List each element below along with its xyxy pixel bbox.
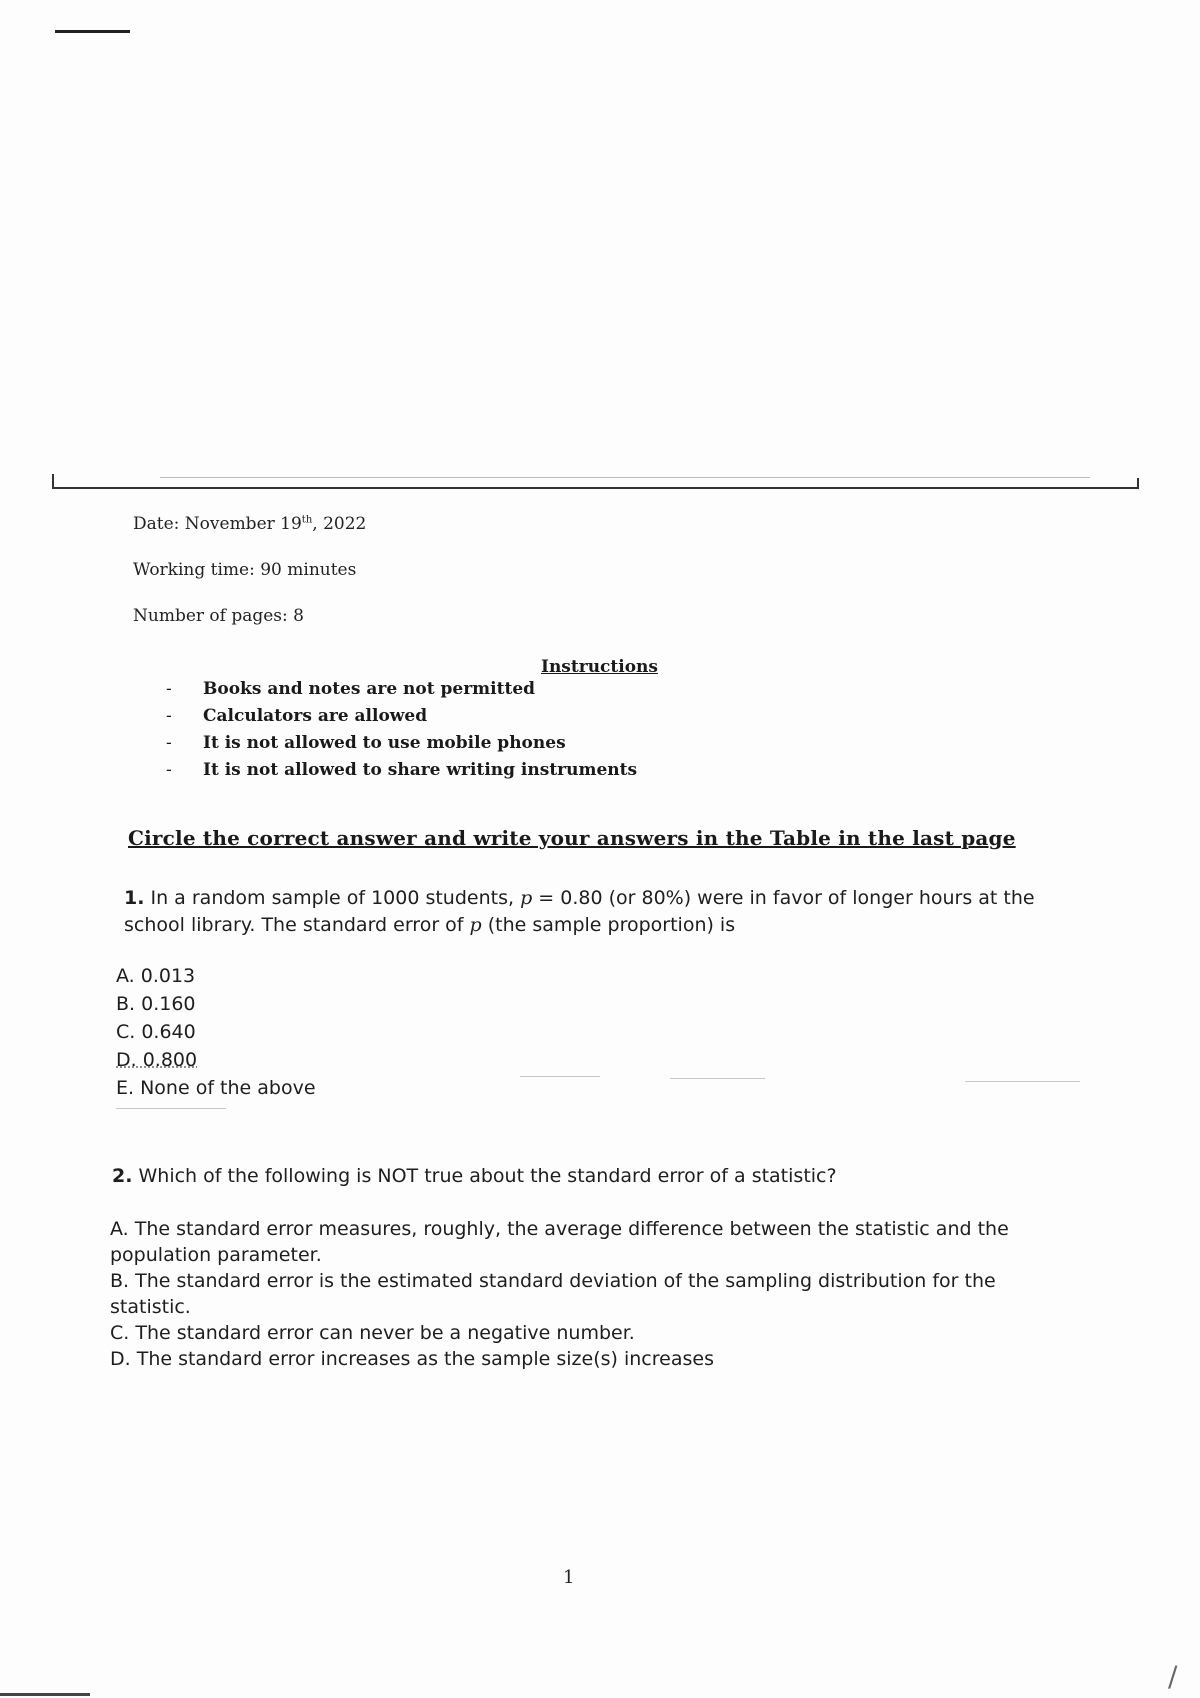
instructions-title: Instructions bbox=[541, 657, 658, 677]
scan-mark-bottom bbox=[0, 1693, 90, 1696]
instruction-item: - Books and notes are not permitted bbox=[160, 676, 637, 703]
faint-mark bbox=[965, 1081, 1080, 1082]
header-rule-right-tick bbox=[1137, 478, 1139, 489]
number-of-pages: Number of pages: 8 bbox=[133, 606, 304, 626]
corner-fold-mark: ∕ bbox=[1168, 1660, 1178, 1693]
answer-option-a[interactable]: A. 0.013 bbox=[116, 965, 196, 987]
instruction-item: - It is not allowed to use mobile phones bbox=[160, 730, 637, 757]
working-time: Working time: 90 minutes bbox=[133, 560, 357, 580]
page-number: 1 bbox=[563, 1567, 575, 1588]
answer-option-d[interactable] bbox=[116, 1046, 316, 1074]
answer-directive: Circle the correct answer and write your answers in the Table in the last page bbox=[128, 826, 1016, 850]
answer-option-c[interactable]: C. The standard error can never be a negative number. bbox=[110, 1322, 635, 1344]
answer-option-b[interactable]: B. The standard error is the estimated standard deviation of the sampling distribution for the statistic. bbox=[110, 1270, 996, 1318]
answer-option-d-text: D. 0.800 bbox=[116, 1049, 198, 1071]
question-text: Which of the following is NOT true about the standard error of a statistic? bbox=[138, 1165, 837, 1187]
faint-mark bbox=[520, 1076, 600, 1077]
question-1-options bbox=[116, 962, 316, 1102]
answer-option-a[interactable]: A. The standard error measures, roughly, the average difference between the statistic and the population parameter. bbox=[110, 1218, 1009, 1266]
date-year: , 2022 bbox=[312, 514, 367, 534]
answer-option-c[interactable]: C. 0.640 bbox=[116, 1021, 196, 1043]
faint-mark bbox=[116, 1108, 226, 1109]
question-2 bbox=[112, 1163, 1072, 1190]
question-number: 1. bbox=[124, 887, 145, 909]
instruction-item: - It is not allowed to share writing instruments bbox=[160, 757, 637, 784]
exam-date bbox=[133, 514, 366, 534]
date-superscript: th bbox=[301, 514, 313, 526]
header-faint-rule bbox=[160, 477, 1090, 478]
question-number: 2. bbox=[112, 1165, 133, 1187]
question-text-part: In a random sample of 1000 students, bbox=[150, 887, 521, 909]
instructions-list bbox=[160, 676, 637, 784]
answer-option-e[interactable]: E. None of the above bbox=[116, 1077, 316, 1099]
question-text-part: = 0.80 (or 80%) were in favor of longer hours at the school library. The standard error of bbox=[124, 887, 1035, 936]
faint-mark bbox=[670, 1078, 765, 1079]
p-symbol: p bbox=[520, 887, 533, 909]
scan-mark-top bbox=[55, 30, 130, 33]
instruction-item: - Calculators are allowed bbox=[160, 703, 637, 730]
p-symbol: p bbox=[469, 914, 482, 936]
question-1 bbox=[124, 885, 1084, 939]
answer-option-d[interactable]: D. The standard error increases as the sample size(s) increases bbox=[110, 1348, 714, 1370]
question-text-part: (the sample proportion) is bbox=[481, 914, 736, 936]
answer-option-b[interactable]: B. 0.160 bbox=[116, 993, 196, 1015]
question-2-options bbox=[110, 1216, 1070, 1372]
header-rule bbox=[52, 487, 1138, 489]
date-label: Date: November 19 bbox=[133, 514, 302, 534]
